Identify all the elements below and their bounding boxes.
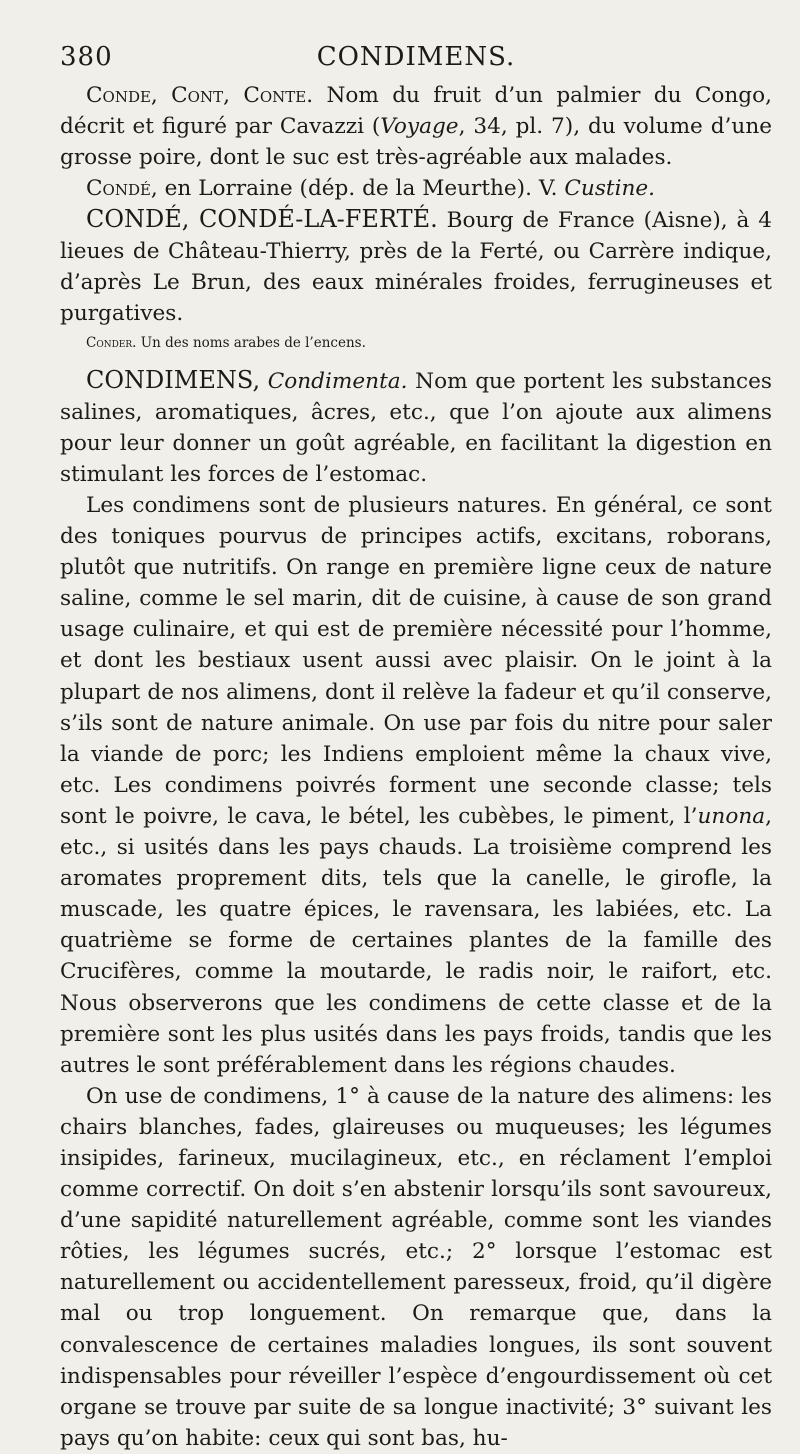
entry-headword: Condé <box>86 176 151 201</box>
entry-headword: Conder. <box>86 335 137 351</box>
entry-text: , en Lorraine (dép. de la Meurthe). V. <box>150 176 565 201</box>
page-header <box>60 36 772 80</box>
entry-cross-reference: Custine. <box>564 176 656 201</box>
entry-conde-fruit <box>60 80 772 173</box>
entry-italic-ref: Voyage <box>380 114 459 139</box>
entry-conde-lorraine <box>60 173 772 204</box>
entry-text: Nom que portent les substances salines, aromatiques, âcres, etc., que l’on ajoute aux alimens pour leur donner un goût agréable, en facilitant la digestion en stimulant les forces de l’estomac. <box>60 369 772 487</box>
entry-text: Bourg de France (Aisne), à 4 lieues de Château-Thierry, près de la Ferté, ou Carrère indique, d’après Le Brun, des eaux minérales froides, ferrugineuses et purgatives. <box>60 208 772 326</box>
entry-text: Nom du fruit d’un palmier du Congo, décrit et figuré par Cavazzi ( <box>60 83 772 139</box>
paragraph-usage <box>60 1081 772 1454</box>
paragraph-italic-term: unona <box>697 803 766 829</box>
paragraph-text: Les condimens sont de plusieurs natures. En général, ce sont des toniques pourvus de principes actifs, excitans, roborans, plutôt que nutritifs. On range en première ligne ceux de nature saline, comme le sel marin, dit de cuisine, à cause de son grand usage culinaire, et qui est de première nécessité pour l’homme, et dont les bestiaux usent aussi avec plaisir. On le joint à la plupart de nos alimens, dont il relève la fadeur et qu’il conserve, s’ils sont de nature animale. On use par fois du nitre pour saler la viande de porc; les Indiens emploient même la chaux vive, etc. Les condimens poivrés forment une seconde classe; tels sont le poivre, le cava, le bétel, les cubèbes, le piment, l’ <box>60 493 772 829</box>
running-head: CONDIMENS. <box>316 42 516 72</box>
entry-latin-name: Condimenta. <box>267 369 408 394</box>
entry-text: Un des noms arabes de l’encens. <box>140 335 366 351</box>
entry-headword: Conde, Cont, Conte. <box>86 83 314 108</box>
entry-condimens <box>60 365 772 490</box>
entry-conde-la-ferte <box>60 204 772 329</box>
page-number: 380 <box>60 42 113 72</box>
entry-conder <box>60 333 772 353</box>
paragraph-text-cont: , etc., si usités dans les pays chauds. La troisième comprend les aromates proprement dits, tels que la canelle, le girofle, la muscade, les quatre épices, le ravensara, les labiées, etc. La quatrième se forme de certaines plantes de la famille des Crucifères, comme la moutarde, le radis noir, le raifort, etc. Nous observerons que les condimens de cette classe et de la première sont les plus usités dans les pays froids, tandis que les autres le sont préférablement dans les régions chaudes. <box>60 803 772 1078</box>
paragraph-natures <box>60 490 772 1081</box>
entry-headword: CONDÉ, CONDÉ-LA-FERTÉ. <box>86 205 438 233</box>
paragraph-text: On use de condimens, 1° à cause de la nature des alimens: les chairs blanches, fades, glaireuses ou muqueuses; les légumes insipides, farineux, mucilagineux, etc., en réclament l’emploi comme correctif. On doit s’en abstenir lorsqu’ils sont savoureux, d’une sapidité naturellement agréable, comme sont les viandes rôties, les légumes sucrés, etc.; 2° lorsque l’estomac est naturellement ou accidentellement paresseux, froid, qu’il digère mal ou trop longuement. On remarque que, dans la convalescence de certaines maladies longues, ils sont souvent indispensables pour réveiller l’espèce d’engourdissement où cet organe se trouve par suite de sa longue inactivité; 3° suivant les pays qu’on habite: ceux qui sont bas, hu- <box>60 1083 772 1451</box>
entry-text-cont: , 34, pl. 7), du volume d’une grosse poire, dont le suc est très-agréable aux malades. <box>60 114 773 170</box>
entry-headword: CONDIMENS, <box>86 366 261 394</box>
